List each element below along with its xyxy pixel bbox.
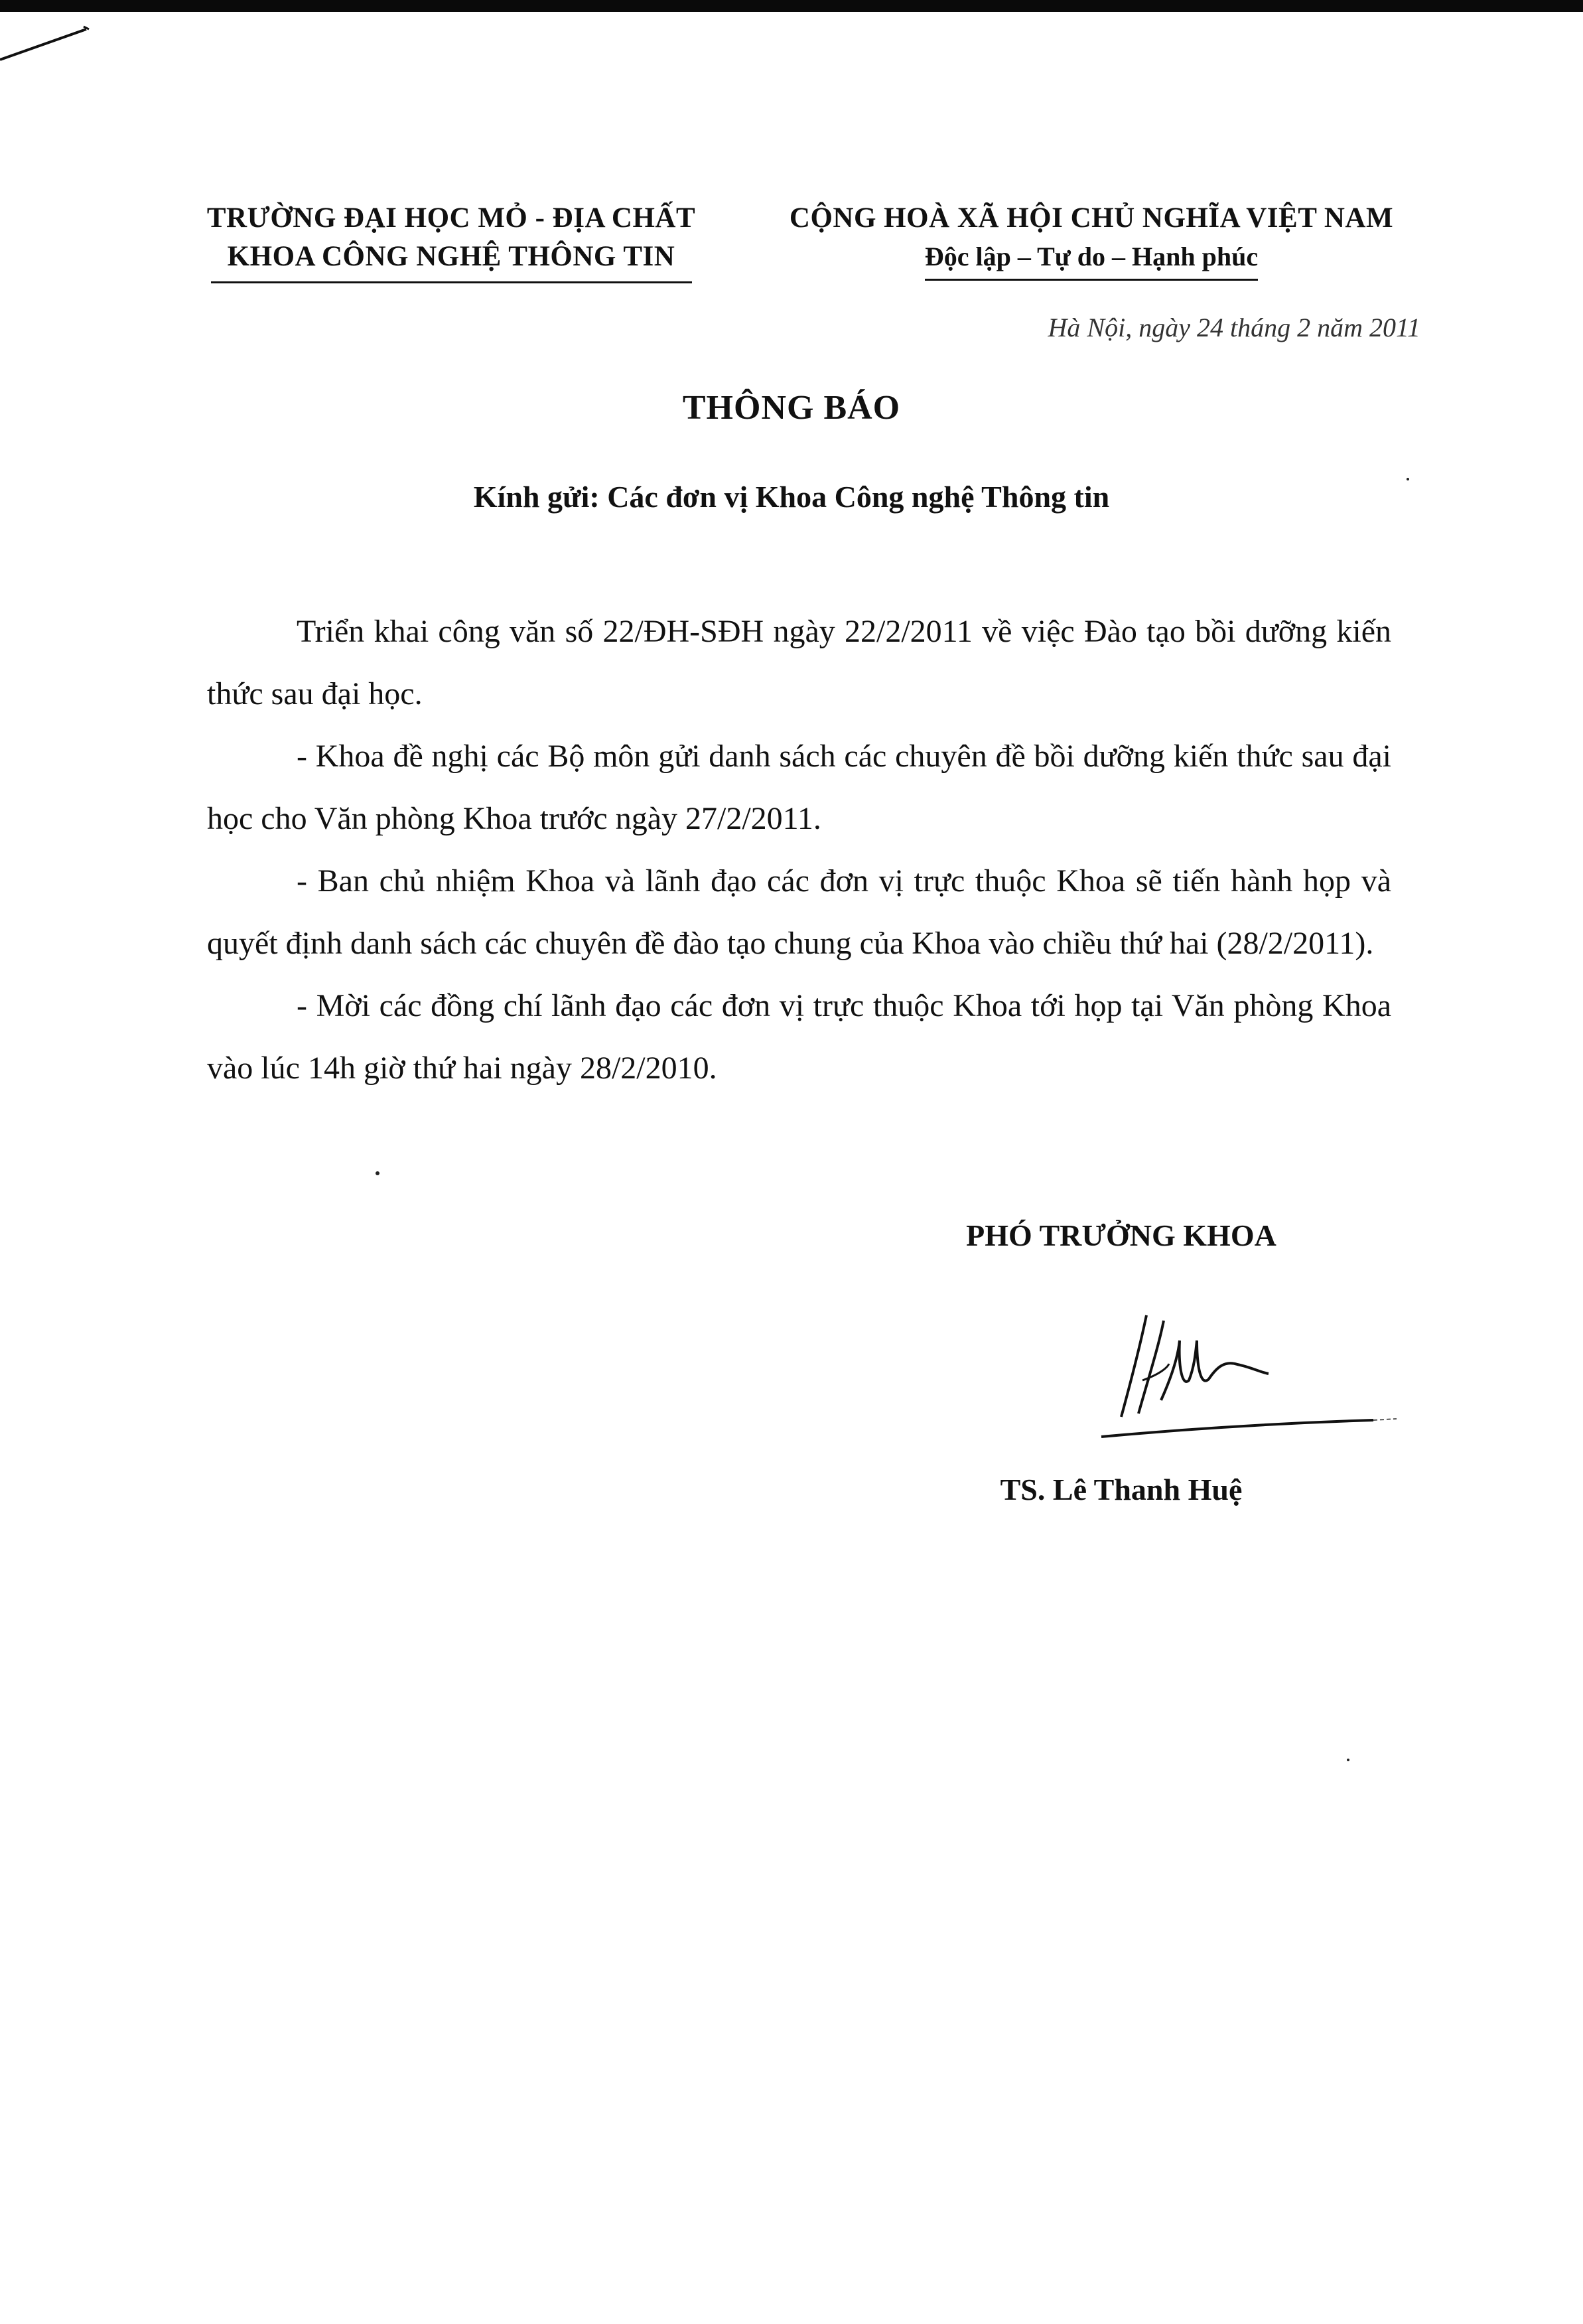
scan-corner-mark <box>0 20 93 73</box>
body-paragraph-invitation: - Mời các đồng chí lãnh đạo các đơn vị trực thuộc Khoa tới họp tại Văn phòng Khoa vào lúc 14h giờ thứ hai ngày 28/2/2010. <box>207 988 1391 1086</box>
scan-speck <box>376 1171 379 1175</box>
issuer-header <box>186 199 717 283</box>
notice-body <box>207 601 1391 1100</box>
date-line: Hà Nội, ngày 24 tháng 2 năm 2011 <box>1048 313 1420 342</box>
body-paragraph-intro: Triển khai công văn số 22/ĐH-SĐH ngày 22/2/2011 về việc Đào tạo bồi dưỡng kiến thức sau đại học. <box>207 614 1391 711</box>
signer-name: TS. Lê Thanh Huệ <box>1000 1473 1243 1506</box>
signer-role: PHÓ TRƯỞNG KHOA <box>966 1218 1276 1252</box>
body-paragraph-request: - Khoa đề nghị các Bộ môn gửi danh sách các chuyên đề bồi dưỡng kiến thức sau đại học cho Văn phòng Khoa trước ngày 27/2/2011. <box>207 739 1391 836</box>
school-name: TRƯỜNG ĐẠI HỌC MỎ - ĐỊA CHẤT <box>206 202 696 234</box>
handwritten-signature <box>1095 1301 1400 1447</box>
scan-speck <box>1407 478 1409 480</box>
national-header <box>743 199 1440 281</box>
faculty-name: KHOA CÔNG NGHỆ THÔNG TIN <box>227 241 675 272</box>
nation-name: CỘNG HOÀ XÃ HỘI CHỦ NGHĨA VIỆT NAM <box>789 202 1394 234</box>
scan-top-border <box>0 0 1583 12</box>
scan-speck <box>1347 1759 1349 1761</box>
document-title: THÔNG BÁO <box>682 389 901 427</box>
national-motto: Độc lập – Tự do – Hạnh phúc <box>925 238 1258 281</box>
issuer-underline <box>211 281 692 283</box>
body-paragraph-meeting-plan: - Ban chủ nhiệm Khoa và lãnh đạo các đơn vị trực thuộc Khoa sẽ tiến hành họp và quyết định danh sách các chuyên đề đào tạo chung của Khoa vào chiều thứ hai (28/2/2011). <box>207 863 1391 961</box>
recipient-line: Kính gửi: Các đơn vị Khoa Công nghệ Thông tin <box>473 480 1110 514</box>
